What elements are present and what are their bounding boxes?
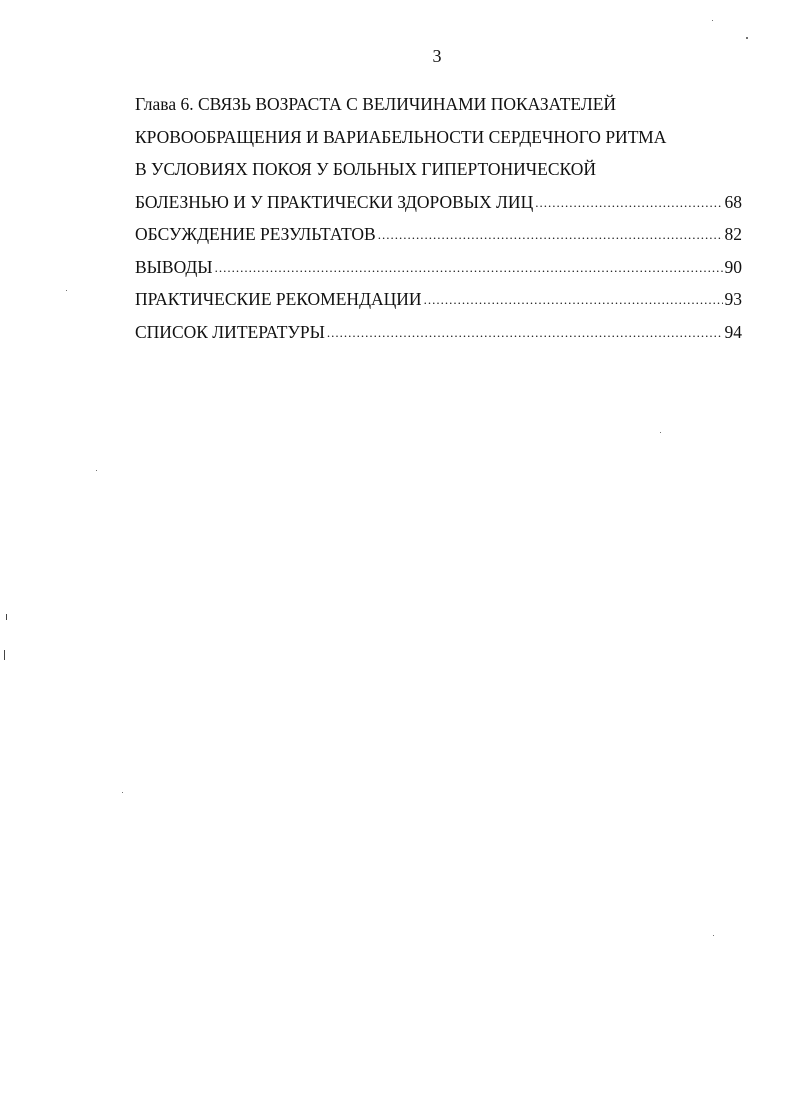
toc-entry-label: ОБСУЖДЕНИЕ РЕЗУЛЬТАТОВ [135,224,376,244]
table-of-contents [135,88,742,348]
page-number: 3 [432,46,442,66]
scan-speck [713,935,714,936]
toc-entry-page: 94 [724,321,742,342]
toc-entry-page: 93 [724,289,742,309]
scan-speck [660,432,661,433]
scan-speck [712,20,713,21]
scan-speck [746,37,748,39]
scan-speck [122,792,123,793]
toc-entry-conclusions [135,251,742,284]
toc-entry-references [135,316,742,349]
scan-speck [4,650,5,660]
toc-entry-label: СПИСОК ЛИТЕРАТУРЫ [135,321,325,342]
toc-entry-page: 82 [724,224,742,244]
toc-entry-label: БОЛЕЗНЬЮ И У ПРАКТИЧЕСКИ ЗДОРОВЫХ ЛИЦ [135,191,534,212]
toc-entry-label: ПРАКТИЧЕСКИЕ РЕКОМЕНДАЦИИ [135,289,422,309]
toc-entry-chapter6 [135,186,742,219]
toc-dot-leader [378,219,723,252]
toc-chapter6-line-1: Глава 6. СВЯЗЬ ВОЗРАСТА С ВЕЛИЧИНАМИ ПОКАЗАТЕЛЕЙ [135,94,617,114]
toc-entry-recommendations [135,283,742,316]
toc-dot-leader [327,317,723,350]
toc-entry-discussion [135,218,742,251]
toc-entry-page: 90 [724,256,742,277]
toc-dot-leader [424,284,723,317]
toc-entry-page: 68 [724,191,742,212]
scan-speck [66,290,67,291]
scan-speck [96,470,97,471]
toc-chapter6-line-3: В УСЛОВИЯХ ПОКОЯ У БОЛЬНЫХ ГИПЕРТОНИЧЕСКОЙ [135,159,597,179]
scan-speck [6,614,7,620]
toc-entry-label: ВЫВОДЫ [135,256,213,277]
toc-chapter6-line-2: КРОВООБРАЩЕНИЯ И ВАРИАБЕЛЬНОСТИ СЕРДЕЧНОГО РИТМА [135,126,667,147]
toc-dot-leader [215,252,723,285]
toc-dot-leader [535,187,722,220]
